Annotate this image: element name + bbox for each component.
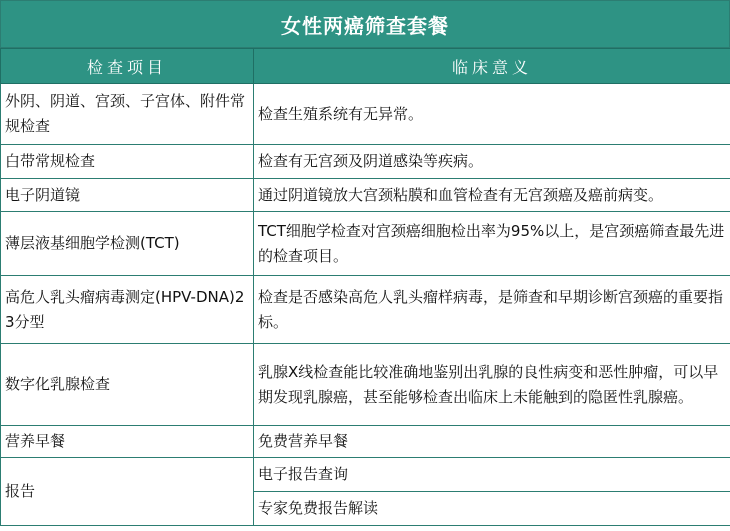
header-item: 检查项目	[1, 49, 254, 84]
table-row	[1, 179, 730, 212]
row-item: 薄层液基细胞学检测(TCT)	[1, 212, 254, 276]
row-item: 数字化乳腺检查	[1, 344, 254, 426]
report-meaning: 专家免费报告解读	[254, 492, 730, 526]
table-row	[1, 344, 730, 426]
row-meaning: 检查有无宫颈及阴道感染等疾病。	[254, 145, 730, 179]
row-item: 高危人乳头瘤病毒测定(HPV-DNA)23分型	[1, 276, 254, 344]
package-title: 女性两癌筛查套餐	[0, 0, 730, 48]
row-item: 营养早餐	[1, 426, 254, 458]
row-item: 白带常规检查	[1, 145, 254, 179]
row-meaning: TCT细胞学检查对宫颈癌细胞检出率为95%以上，是宫颈癌筛查最先进的检查项目。	[254, 212, 730, 276]
row-meaning: 检查是否感染高危人乳头瘤样病毒，是筛查和早期诊断宫颈癌的重要指标。	[254, 276, 730, 344]
row-item: 电子阴道镜	[1, 179, 254, 212]
report-item: 报告	[1, 458, 254, 526]
row-meaning: 通过阴道镜放大宫颈粘膜和血管检查有无宫颈癌及癌前病变。	[254, 179, 730, 212]
table-row	[1, 426, 730, 458]
checkup-table	[0, 48, 730, 526]
table-row	[1, 276, 730, 344]
table-row	[1, 212, 730, 276]
table-header-row	[1, 49, 730, 84]
row-item: 外阴、阴道、宫颈、子宫体、附件常规检查	[1, 84, 254, 145]
row-meaning: 检查生殖系统有无异常。	[254, 84, 730, 145]
table-row	[1, 458, 730, 492]
report-meaning: 电子报告查询	[254, 458, 730, 492]
table-row	[1, 84, 730, 145]
header-meaning: 临床意义	[254, 49, 730, 84]
row-meaning: 乳腺X线检查能比较准确地鉴别出乳腺的良性病变和恶性肿瘤，可以早期发现乳腺癌，甚至能够检查出临床上未能触到的隐匿性乳腺癌。	[254, 344, 730, 426]
row-meaning: 免费营养早餐	[254, 426, 730, 458]
table-row	[1, 145, 730, 179]
